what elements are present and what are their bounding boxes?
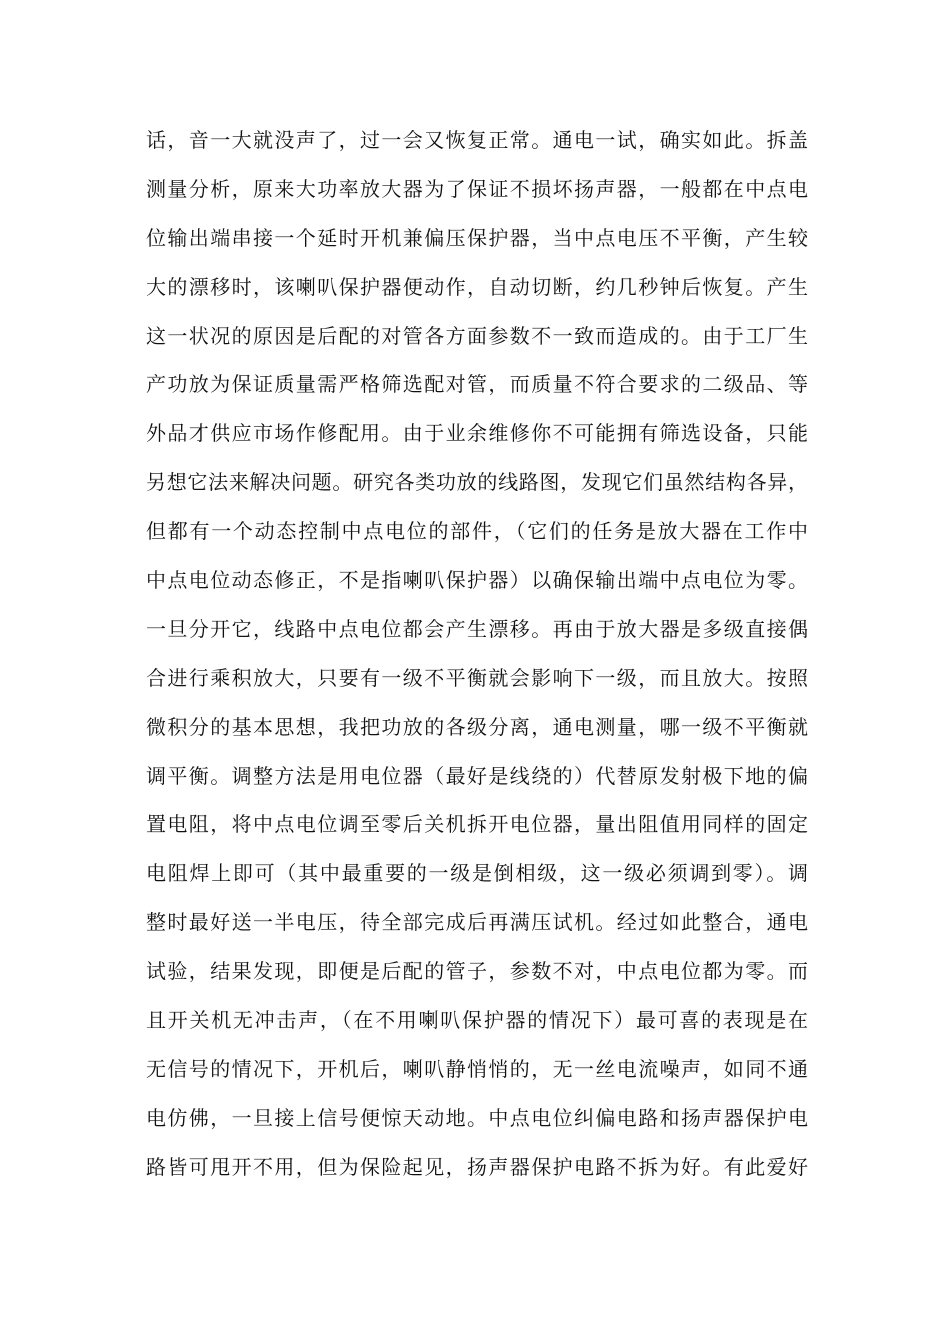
text-line: 合进行乘积放大，只要有一级不平衡就会影响下一级，而且放大。按照: [146, 665, 808, 690]
text-line: 位输出端串接一个延时开机兼偏压保护器，当中点电压不平衡，产生较: [146, 225, 808, 250]
text-line: 这一状况的原因是后配的对管各方面参数不一致而造成的。由于工厂生: [146, 323, 808, 348]
text-line: 调平衡。调整方法是用电位器（最好是线绕的）代替原发射极下地的偏: [146, 763, 808, 788]
text-line: 大的漂移时，该喇叭保护器便动作，自动切断，约几秒钟后恢复。产生: [146, 274, 808, 299]
text-line: 置电阻，将中点电位调至零后关机拆开电位器，量出阻值用同样的固定: [146, 812, 808, 837]
text-line: 微积分的基本思想，我把功放的各级分离，通电测量，哪一级不平衡就: [146, 714, 808, 739]
text-line: 路皆可甩开不用，但为保险起见，扬声器保护电路不拆为好。有此爱好: [146, 1154, 808, 1179]
text-line: 无信号的情况下，开机后，喇叭静悄悄的，无一丝电流噪声，如同不通: [146, 1056, 808, 1081]
text-line: 另想它法来解决问题。研究各类功放的线路图，发现它们虽然结构各异，: [146, 470, 808, 495]
text-line: 整时最好送一半电压，待全部完成后再满压试机。经过如此整合，通电: [146, 910, 808, 935]
text-line: 电阻焊上即可（其中最重要的一级是倒相级，这一级必须调到零）。调: [146, 861, 808, 886]
text-line: 话，音一大就没声了，过一会又恢复正常。通电一试，确实如此。拆盖: [146, 128, 808, 152]
text-line: 外品才供应市场作修配用。由于业余维修你不可能拥有筛选设备，只能: [146, 421, 808, 446]
text-line: 电仿佛，一旦接上信号便惊天动地。中点电位纠偏电路和扬声器保护电: [146, 1105, 808, 1130]
text-line: 试验，结果发现，即便是后配的管子，参数不对，中点电位都为零。而: [146, 959, 808, 984]
text-line: 一旦分开它，线路中点电位都会产生漂移。再由于放大器是多级直接偶: [146, 616, 808, 641]
text-line: 测量分析，原来大功率放大器为了保证不损坏扬声器，一般都在中点电: [146, 176, 808, 201]
text-line: 且开关机无冲击声，（在不用喇叭保护器的情况下）最可喜的表现是在: [146, 1008, 808, 1033]
text-line: 产功放为保证质量需严格筛选配对管，而质量不符合要求的二级品、等: [146, 372, 808, 397]
body-paragraph: [146, 116, 808, 1192]
text-line: 中点电位动态修正，不是指喇叭保护器）以确保输出端中点电位为零。: [146, 568, 808, 593]
text-line: 但都有一个动态控制中点电位的部件，（它们的任务是放大器在工作中: [146, 519, 808, 544]
